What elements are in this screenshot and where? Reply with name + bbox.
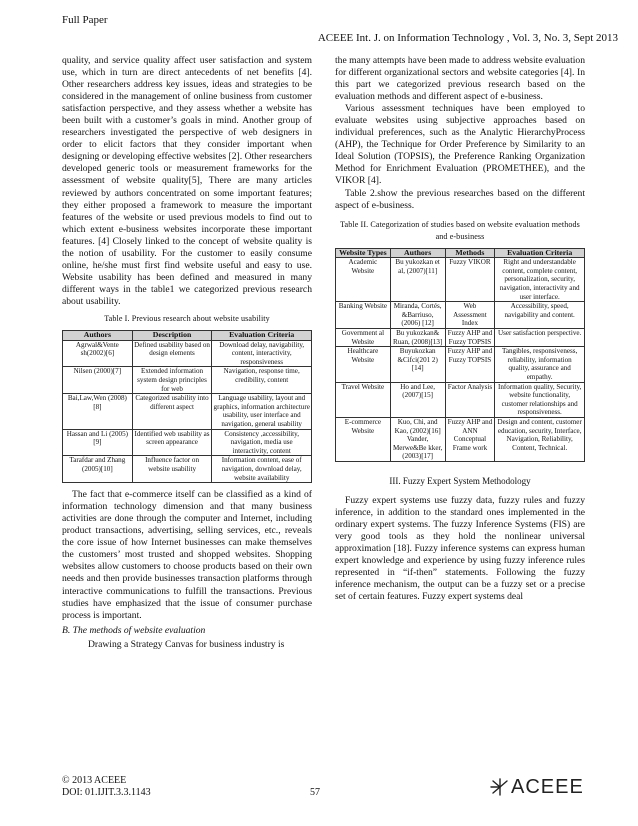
table1-cell: Navigation, response time, credibility, content <box>212 367 312 394</box>
table1-cell: Identified web usability as screen appearance <box>132 429 212 456</box>
table2-cell: Government al Website <box>336 329 391 347</box>
table1-header-description: Description <box>132 331 212 341</box>
table2-cell: Banking Website <box>336 302 391 329</box>
table2-cell: Information quality, Security, website functionality, customer relationships and responsiveness. <box>495 382 585 417</box>
table1-cell: Download delay, navigability, content, interactivity, responsiveness <box>212 340 312 367</box>
table2-row <box>336 417 585 461</box>
table2-body <box>336 258 585 462</box>
journal-citation-header: ACEEE Int. J. on Information Technology , Vol. 3, No. 3, Sept 2013 <box>317 32 618 44</box>
right-paragraph-2: Various assessment techniques have been employed to evaluate websites using subjective approaches based on individual preferences, such as the Analytic HierarchyProcess (AHP), the Technique for Order Preference by Similarity to an Ideal Solution (TOPSIS), the Preference Ranking Organization Method for Enrichment Evaluation (PROMETHEE), and the VIKOR [4]. <box>335 103 585 187</box>
table1-cell: Language usability, layout and graphics, information architecture usability, user interface and navigation, general usability <box>213 394 310 428</box>
table2-cell: Fuzzy AHP and Fuzzy TOPSIS <box>445 329 495 347</box>
table2-row <box>336 329 585 347</box>
page-number: 57 <box>310 787 320 798</box>
table2-cell: Fuzzy AHP and Fuzzy TOPSIS <box>445 347 495 382</box>
table2-cell: Tangibles, responsiveness, reliability, information quality, assurance and empathy. <box>495 347 585 382</box>
table2-cell: Fuzzy AHP and ANN Conceptual Frame work <box>445 417 495 461</box>
table1-cell: Tarafdar and Zhang (2005)[10] <box>63 456 133 483</box>
table2-cell: Ho and Lee, (2007)[15] <box>390 382 445 417</box>
table2-cell: Miranda, Cortés, &Barriuso, (2006) [12] <box>390 302 445 329</box>
table1-row <box>63 456 312 483</box>
section-heading-iii: III. Fuzzy Expert System Methodology <box>389 475 531 486</box>
table2-cell: Accessibility, speed, navigability and content. <box>495 302 585 329</box>
table2-caption: Table II. Categorization of studies based on website evaluation methods and e-business <box>340 219 580 241</box>
subsection-heading-b: B. The methods of website evaluation <box>62 624 206 636</box>
table1-cell: Influence factor on website usability <box>132 456 212 483</box>
table2-cell: Kuo, Chi, and Kao, (2002)[16] Vander, Merwe&Be kker, (2003)[17] <box>390 417 445 461</box>
table1-usability-research <box>62 330 312 483</box>
aceee-logo <box>490 776 584 799</box>
table1-cell: Consistency ,accessibility, navigation, media use interactivity, content <box>212 429 312 456</box>
table1-row <box>63 340 312 367</box>
aceee-logo-text: ACEEE <box>511 776 584 798</box>
table1-cell: Agrwal&Vente sh(2002)[6] <box>63 340 133 367</box>
table2-cell: E-commerce Website <box>336 417 391 461</box>
table2-header-row <box>336 248 585 258</box>
left-column <box>62 55 312 651</box>
table1-header-criteria: Evaluation Criteria <box>212 331 312 341</box>
table2-cell: Right and understandable content, complete content, personalization, security, navigation, interactivity and user interface. <box>495 258 585 302</box>
table1-cell: Extended information system design principles for web <box>132 367 212 394</box>
table2-cell: Design and content, customer education, security, Interface, Navigation, Reliability, Content, Technical. <box>495 417 585 461</box>
table1-body <box>63 340 312 483</box>
table1-cell: Nilsen (2000)[7] <box>63 367 133 394</box>
right-paragraph-1: the many attempts have been made to address website evaluation for different organizational sectors and website categories [4]. In this part we categorized previous research based on the evaluation methods and different aspect of e-business. <box>335 55 585 103</box>
table2-row <box>336 382 585 417</box>
right-paragraph-3: Table 2.show the previous researches based on the different aspect of e-business. <box>335 187 585 211</box>
table2-row <box>336 347 585 382</box>
left-paragraph-3: Drawing a Strategy Canvas for business industry is <box>88 638 285 650</box>
table1-row <box>63 429 312 456</box>
table2-cell: Fuzzy VIKOR <box>445 258 495 302</box>
table2-cell: Healthcare Website <box>336 347 391 382</box>
table2-cell: Travel Website <box>336 382 391 417</box>
table1-header-authors: Authors <box>63 331 133 341</box>
table1-row <box>63 394 312 429</box>
doi-text: DOI: 01.IJIT.3.3.1143 <box>62 787 151 798</box>
table1-cell: Categorized usability into different aspect <box>132 394 212 429</box>
table1-cell: Hassan and Li (2005)[9] <box>63 429 133 456</box>
star-burst-icon <box>490 778 510 796</box>
table2-row <box>336 258 585 302</box>
right-column <box>335 55 585 603</box>
table2-header-authors: Authors <box>390 248 445 258</box>
table2-cell: Buyukozkan &Cifci(201 2)[14] <box>390 347 445 382</box>
table2-evaluation-methods <box>335 248 585 462</box>
right-paragraph-4: Fuzzy expert systems use fuzzy data, fuzzy rules and fuzzy inference, in addition to the standard ones implemented in the ordinary expert systems. The fuzzy Inference Systems (FIS) are very good tools as they hold the nonlinear universal approximation [18]. Fuzzy inference systems can express human expert knowledge and experience by using fuzzy inference rules represented in “if-then” statements. Following the fuzzy inference mechanism, the output can be a fuzzy set or a precise set of certain features. Fuzzy expert systems deal <box>335 495 585 603</box>
table1-header-row <box>63 331 312 341</box>
table2-row <box>336 302 585 329</box>
table2-cell: Academic Website <box>336 258 391 302</box>
paper-type-label: Full Paper <box>62 14 108 26</box>
table2-cell: User satisfaction perspective. <box>495 329 585 347</box>
table1-row <box>63 367 312 394</box>
copyright-text: © 2013 ACEEE <box>62 775 127 786</box>
table2-header-methods: Methods <box>445 248 495 258</box>
table2-cell: Factor Analysis <box>445 382 495 417</box>
left-paragraph-1: quality, and service quality affect user satisfaction and system use, which in turn are direct antecedents of net benefits [4]. Other researchers address key issues, ideas and strategies to be considered in the management of online business from customer satisfaction perspective, and they assess whether a website has been built with a customer’s goals in mind. Another group of researchers investigated the perspective of web designers in order to elicit factors that they consider important when designing or developing effective websites [2]. Other researchers developed generic tools or measurement frameworks for the assessment of website quality[5], There are many articles reviewed by authors concentrated on some important features; they either proposed a framework to measure the important features of the website or used previous models to find out to which extent e-business websites incorporate these important features. [4] Closely linked to the concept of website quality is the notion of usability. For the customer to easily consume online, he/she must first find website useful and easy to use. Website usability has been defined and measured in many different ways in the table1 we categorized previous research about usability. <box>62 55 312 307</box>
left-paragraph-2: The fact that e-commerce itself can be classified as a kind of information technology dimension and that many business activities are done through the computer and Internet, including product transactions, advertising, selling services, etc., reveals the core issue of how Internet businesses can make themselves the customers’ most trusted and shopped websites. Shopping websites allow customers to choose products based on their own needs and then provide businesses transaction platforms through interactive communications to fulfill the transactions. Previous studies have emphasized that the issue of consumer purchase process is important. <box>62 489 312 621</box>
table1-caption: Table I. Previous research about website usability <box>104 313 270 323</box>
table1-cell: Information content, ease of navigation, download delay, website availability <box>212 456 312 483</box>
table1-cell: Defined usability based on design elements <box>132 340 212 367</box>
table2-cell: Bu yukozkan& Ruan, (2008)[13] <box>390 329 445 347</box>
footer-left <box>62 775 151 799</box>
table2-header-website-types: Website Types <box>336 248 391 258</box>
table2-header-criteria: Evaluation Criteria <box>495 248 585 258</box>
table2-cell: Web Assessment Index <box>445 302 495 329</box>
table2-cell: Bu yukozkan et al, (2007)[11] <box>390 258 445 302</box>
table1-cell: Bai,Law,Wen (2008)[8] <box>63 394 133 429</box>
